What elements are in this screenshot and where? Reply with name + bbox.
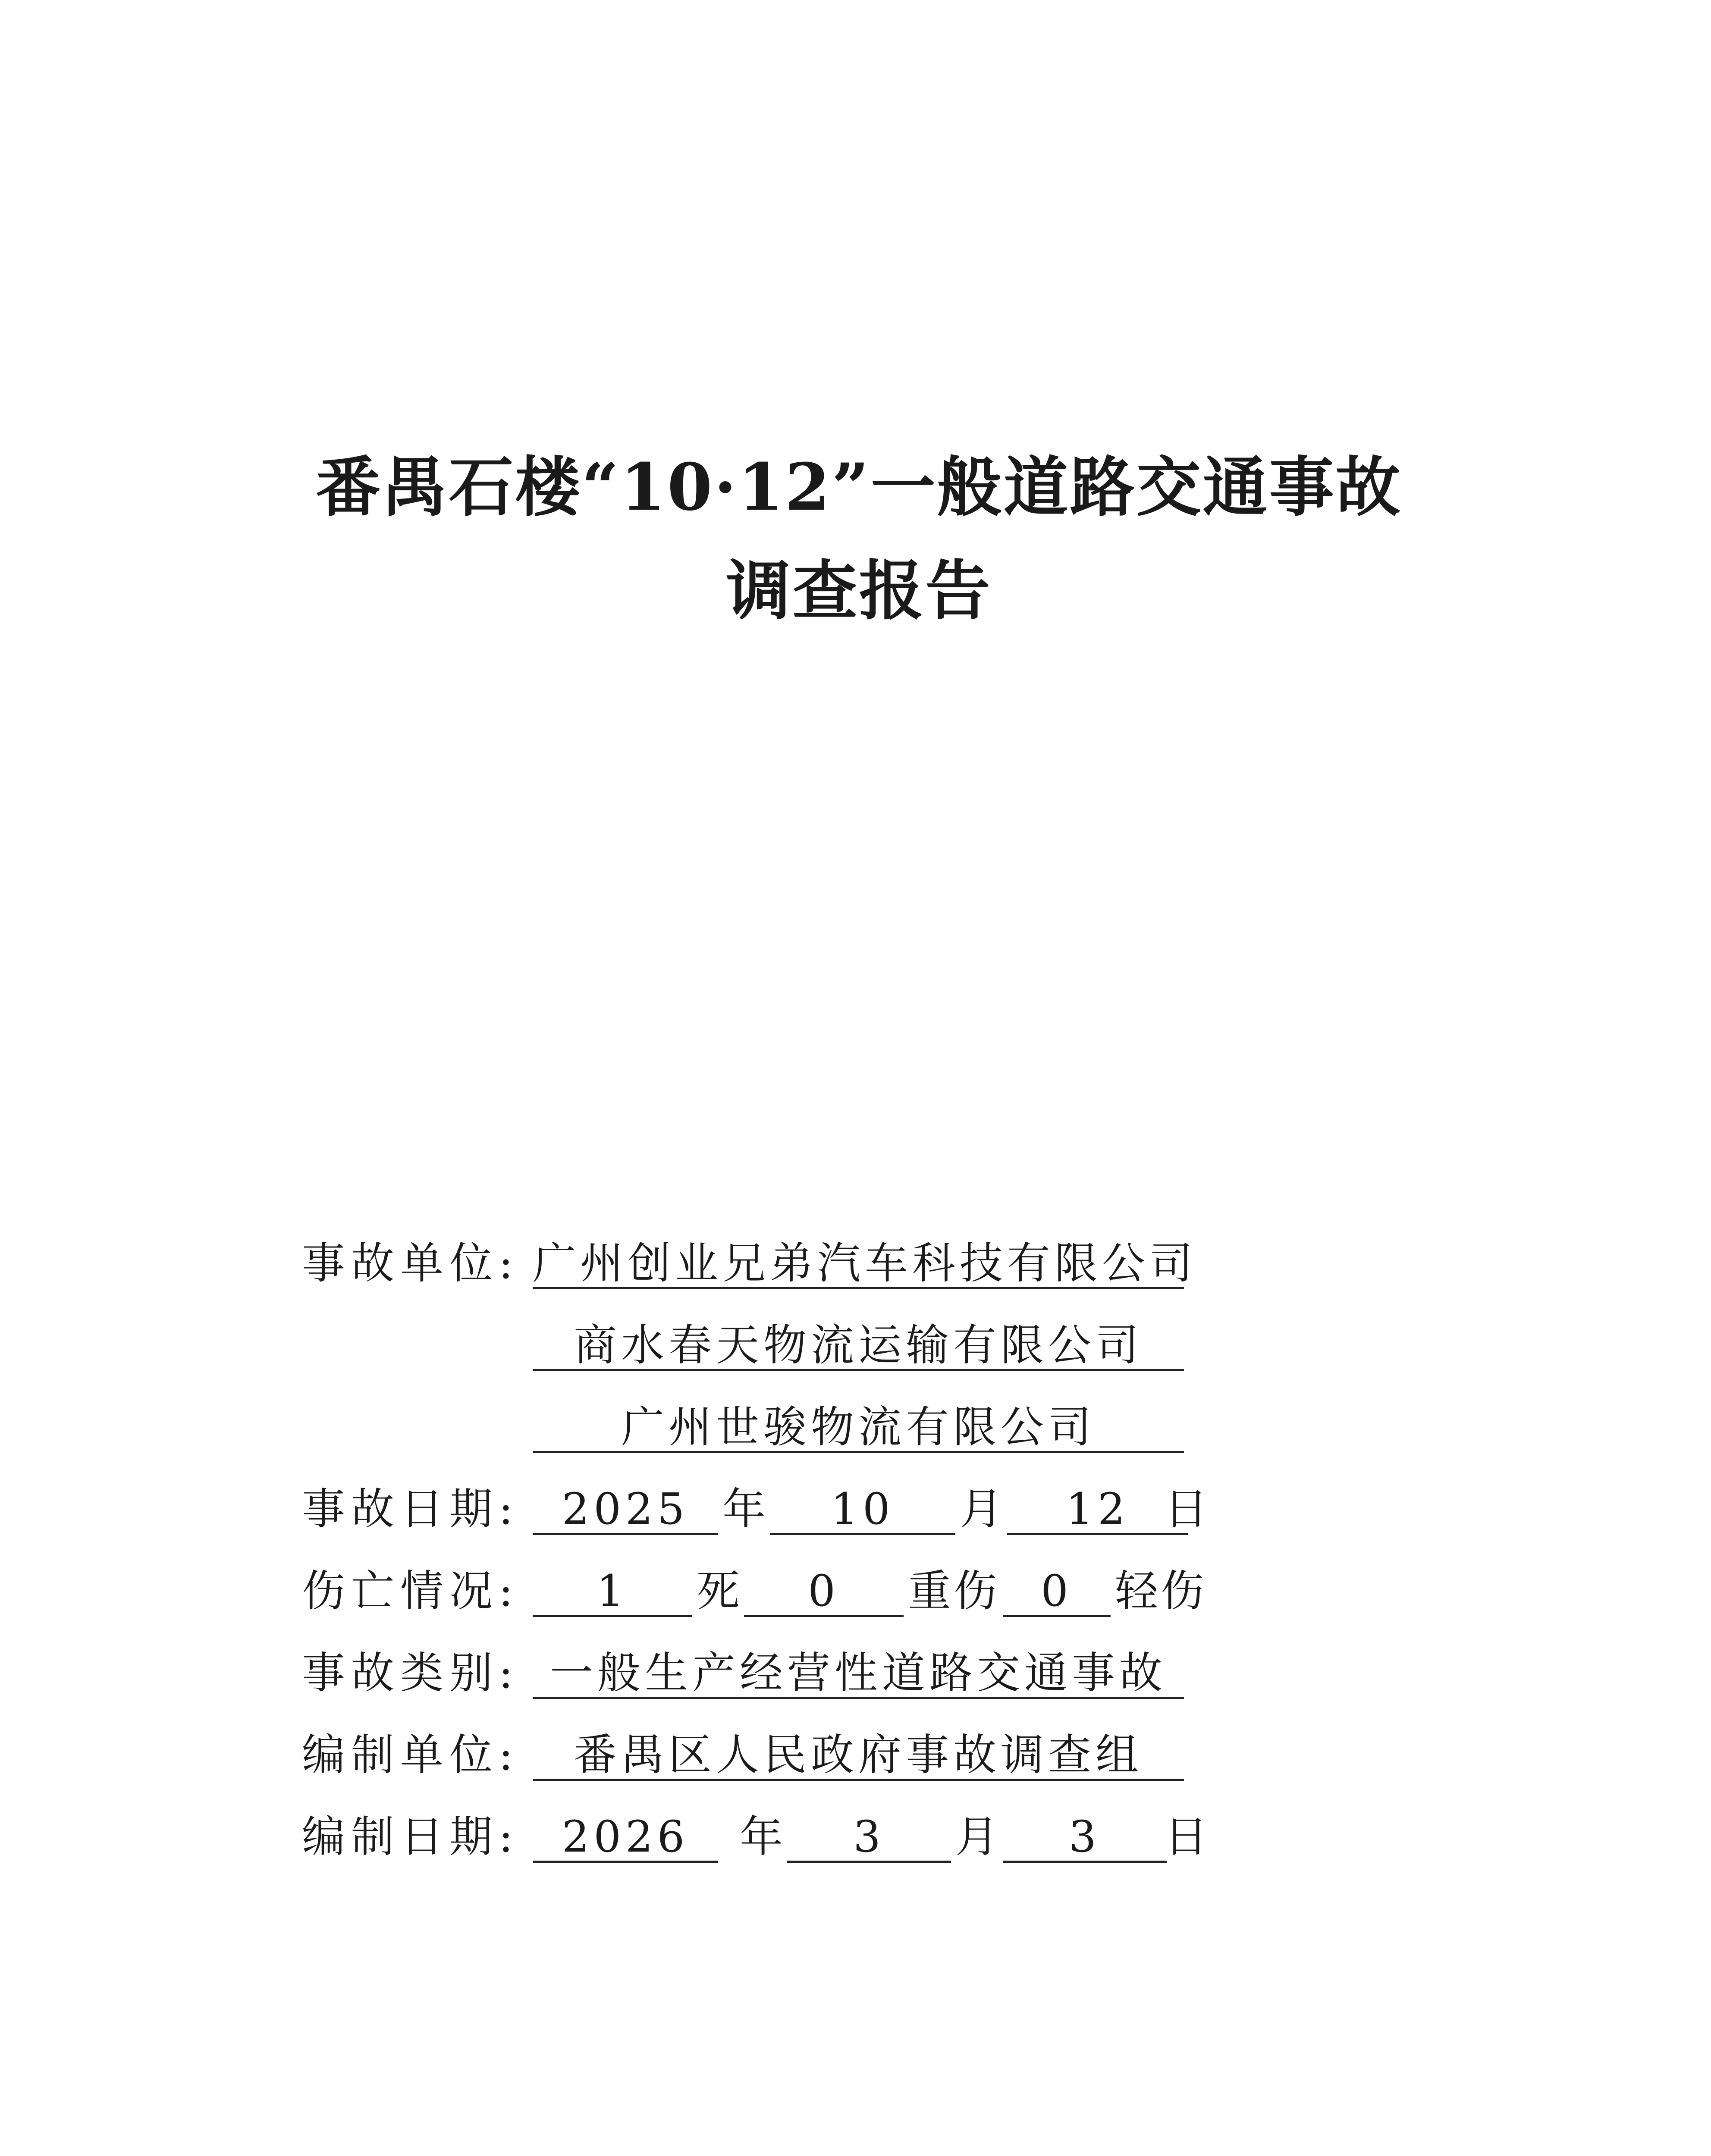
accident-date-year-unit: 年 [722,1484,768,1534]
casualty-death-count: 1 [533,1559,692,1617]
casualty-minor-count: 0 [1003,1559,1111,1617]
casualty-minor-unit: 轻伤 [1115,1566,1206,1616]
compiler-label: 编制单位: [302,1730,519,1780]
report-title-line1: 番禺石楼“10·12”一般道路交通事故 [316,449,1402,525]
accident-unit-1: 广州创业兄弟汽车科技有限公司 [533,1231,1184,1289]
casualty-serious-unit: 重伤 [908,1566,999,1616]
accident-category-label: 事故类别: [302,1648,519,1698]
compile-date-day-unit: 日 [1165,1811,1210,1862]
compile-date-label: 编制日期: [302,1811,519,1862]
compiler-value: 番禺区人民政府事故调查组 [533,1723,1184,1781]
accident-category-value: 一般生产经营性道路交通事故 [533,1641,1184,1699]
accident-date-day: 12 [1007,1477,1188,1535]
compile-date-year-unit: 年 [740,1811,785,1862]
compile-date-month: 3 [787,1805,951,1863]
accident-date-label: 事故日期: [302,1484,519,1534]
accident-unit-3: 广州世骏物流有限公司 [533,1395,1184,1453]
accident-date-year: 2025 [533,1477,718,1535]
accident-date-month-unit: 月 [960,1484,1005,1534]
compile-date-month-unit: 月 [955,1811,1001,1862]
compile-date-year: 2026 [533,1805,718,1863]
accident-units-label: 事故单位: [302,1238,519,1288]
casualty-death-unit: 死 [697,1566,742,1616]
accident-date-day-unit: 日 [1165,1484,1210,1534]
accident-unit-2: 商水春天物流运输有限公司 [533,1313,1184,1371]
accident-date-month: 10 [770,1477,955,1535]
report-title-line2: 调查报告 [726,553,992,629]
compile-date-day: 3 [1003,1805,1167,1863]
casualty-serious-count: 0 [744,1559,904,1617]
casualty-label: 伤亡情况: [302,1566,519,1616]
